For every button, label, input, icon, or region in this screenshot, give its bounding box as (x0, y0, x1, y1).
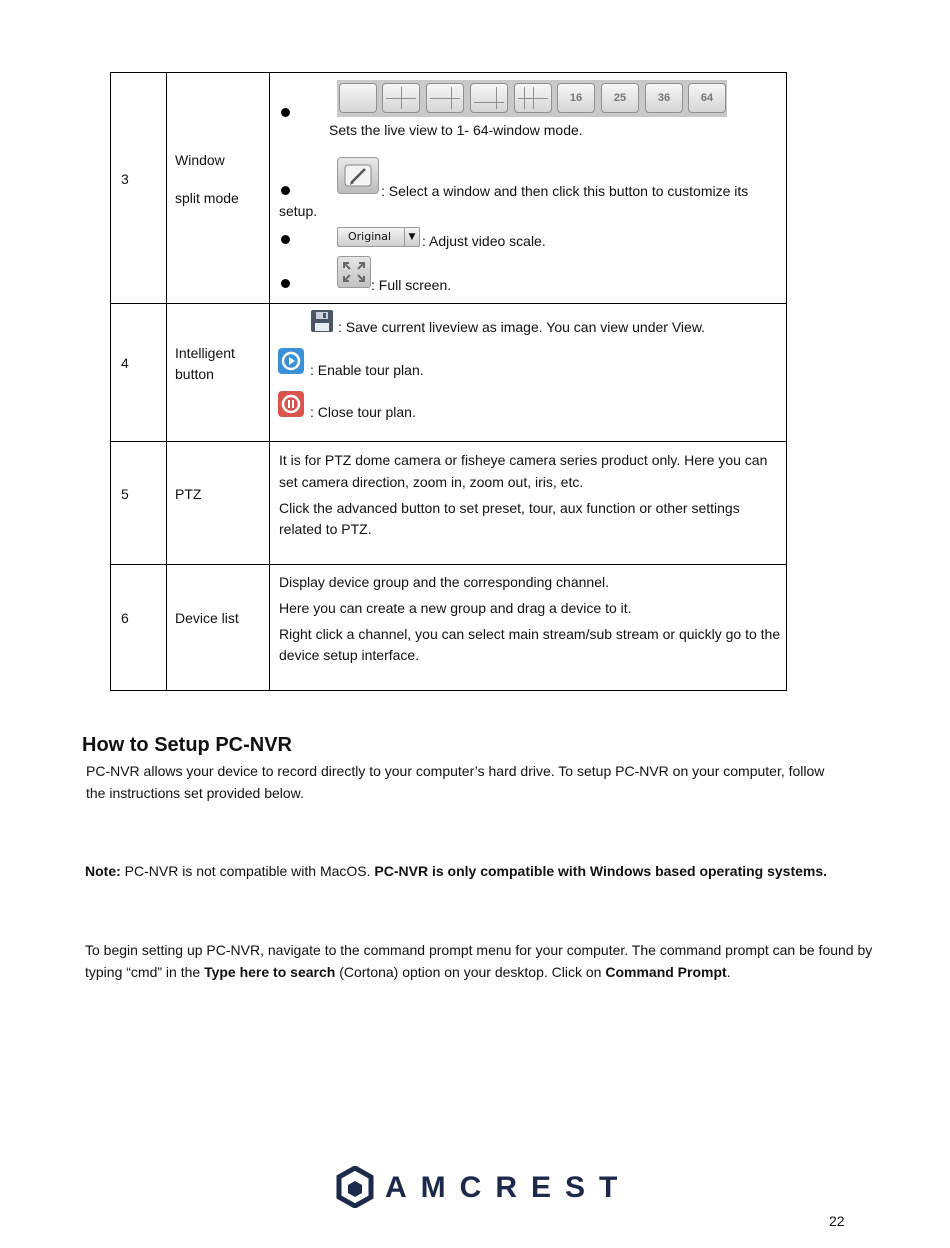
column-divider (166, 73, 167, 690)
device-list-description: Display device group and the corresponding channel. (279, 574, 609, 590)
split-6-icon (426, 83, 464, 113)
split-16-icon: 16 (557, 83, 595, 113)
split-1-icon (339, 83, 377, 113)
row-divider (111, 564, 786, 565)
row-number: 6 (121, 610, 129, 626)
row-number: 3 (121, 171, 129, 187)
device-list-description: Here you can create a new group and drag a device to it. (279, 600, 632, 616)
video-scale-value: Original (348, 230, 392, 243)
note-text: PC-NVR is not compatible with MacOS. (120, 863, 375, 879)
customize-description: : Select a window and then click this button to customize its (381, 183, 749, 199)
row-divider (111, 441, 786, 442)
ptz-description: It is for PTZ dome camera or fisheye camera series product only. Here you can set camera direction, zoom in, zoom out, iris, etc. (279, 452, 768, 490)
section-intro: PC-NVR allows your device to record directly to your computer’s hard drive. To setup PC-NVR on your computer, follow the instructions set provided below. (86, 763, 825, 801)
customize-description-cont: setup. (279, 203, 318, 219)
customize-pencil-icon (337, 157, 379, 194)
row-number: 5 (121, 486, 129, 502)
chevron-down-icon: ▼ (404, 228, 419, 246)
save-description: : Save current liveview as image. You can view under View. (338, 319, 706, 335)
fullscreen-icon (337, 256, 371, 288)
scale-description: : Adjust video scale. (422, 233, 546, 249)
row-name: Window (175, 152, 225, 168)
row-name: PTZ (175, 486, 202, 502)
split-36-icon: 36 (645, 83, 683, 113)
row-name: split mode (175, 190, 239, 206)
split-64-icon: 64 (688, 83, 726, 113)
ptz-advanced-description: Click the advanced button to set preset, tour, aux function or other settings related to PTZ. (279, 500, 740, 537)
enable-tour-description: : Enable tour plan. (310, 362, 424, 378)
begin-bold-command: Command Prompt (605, 964, 727, 980)
fullscreen-description: : Full screen. (371, 277, 452, 293)
column-divider (269, 73, 270, 690)
save-floppy-icon (311, 310, 333, 332)
note-paragraph (85, 860, 827, 882)
note-label: Note: (85, 863, 121, 879)
bullet (281, 279, 290, 288)
section-heading: How to Setup PC-NVR (82, 734, 292, 756)
begin-text: (Cortona) option on your desktop. Click on (335, 964, 606, 980)
note-bold-text: PC-NVR is only compatible with Windows based operating systems. (374, 863, 828, 879)
split-4-icon (382, 83, 420, 113)
split-9-icon (514, 83, 552, 113)
row-name: Intelligent button (175, 345, 235, 382)
split-8-icon (470, 83, 508, 113)
row-number: 4 (121, 355, 129, 371)
tour-enable-icon (278, 348, 304, 374)
bullet (281, 108, 290, 117)
row-divider (111, 303, 786, 304)
begin-text: . (726, 964, 731, 980)
split-description: Sets the live view to 1- 64-window mode. (329, 122, 583, 138)
close-tour-description: : Close tour plan. (310, 404, 416, 420)
tour-close-icon (278, 391, 304, 417)
bullet (281, 235, 290, 244)
device-list-description: Right click a channel, you can select main stream/sub stream or quickly go to the device setup interface. (279, 626, 781, 663)
bullet (281, 186, 290, 195)
row-name: Device list (175, 610, 239, 626)
begin-paragraph (85, 939, 885, 983)
begin-text: To begin setting up PC-NVR, navigate to the command prompt menu for your computer. The command prompt can be found by typing “cmd” in the (85, 942, 873, 980)
amcrest-logo-icon (336, 1166, 374, 1211)
window-split-icons (337, 80, 727, 117)
split-25-icon: 25 (601, 83, 639, 113)
brand-wordmark: AMCREST (385, 1171, 632, 1204)
page-number: 22 (829, 1213, 845, 1229)
begin-bold-search: Type here to search (204, 964, 336, 980)
video-scale-select (337, 227, 420, 247)
